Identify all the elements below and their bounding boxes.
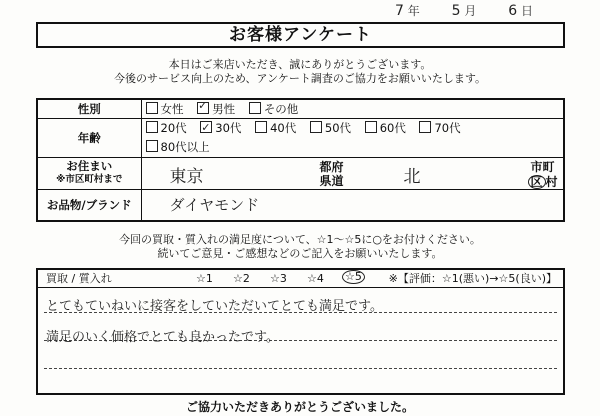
option-label: 50代 bbox=[324, 120, 352, 135]
option-label: 80代以上 bbox=[160, 139, 210, 154]
prefecture-suffix-top: 都府 bbox=[319, 160, 344, 174]
rating-scale-note: ※【評価：☆1(悪い)→☆5(良い)】 bbox=[388, 272, 557, 285]
gender-label: 性別 bbox=[37, 99, 141, 118]
option-label: 60代 bbox=[379, 120, 406, 135]
checkbox[interactable] bbox=[146, 102, 158, 114]
satisfaction-header bbox=[38, 270, 563, 288]
address-sublabel: ※市区町村まで bbox=[56, 174, 123, 185]
city-suffix-bottom: 区 村 bbox=[528, 175, 558, 189]
option-label: 男性 bbox=[212, 101, 236, 116]
age-option-80s-plus[interactable] bbox=[146, 138, 210, 157]
age-option-50s[interactable] bbox=[310, 119, 351, 138]
address-fields bbox=[141, 157, 564, 189]
option-label: 70代 bbox=[434, 120, 461, 135]
address-label-cell bbox=[37, 157, 141, 189]
rating-4[interactable]: ☆4 bbox=[307, 272, 324, 285]
date-line bbox=[395, 2, 575, 19]
checkbox[interactable] bbox=[310, 121, 322, 133]
age-options bbox=[141, 118, 564, 157]
option-label: 30代 bbox=[215, 120, 242, 135]
rating-2[interactable]: ☆2 bbox=[233, 272, 250, 285]
city-value[interactable]: 北 bbox=[403, 167, 421, 187]
address-label: お住まい bbox=[66, 159, 113, 173]
gender-option-female[interactable] bbox=[146, 101, 184, 117]
item-label: お品物/ブランド bbox=[37, 189, 141, 221]
selected-suffix-circle: 区 bbox=[528, 175, 546, 189]
age-label: 年齢 bbox=[37, 118, 141, 157]
checkbox[interactable] bbox=[146, 121, 158, 133]
prefecture-value[interactable]: 東京 bbox=[169, 167, 204, 187]
rating-3[interactable]: ☆3 bbox=[270, 272, 287, 285]
intro-line-1: 本日はご来店いただき、誠にありがとうございます。 bbox=[168, 58, 432, 71]
comment-line-2[interactable]: 満足のいく価格でとても良かったです。 bbox=[46, 330, 279, 345]
customer-info-table bbox=[36, 98, 565, 222]
month-unit: 月 bbox=[464, 4, 477, 18]
option-label: 20代 bbox=[160, 120, 187, 135]
writing-line bbox=[44, 368, 557, 369]
age-option-60s[interactable] bbox=[365, 119, 406, 138]
city-suffix bbox=[528, 161, 558, 189]
satisfaction-intro-line-2: 続いてご意見・ご感想などのご記入をお願いいたします。 bbox=[157, 247, 443, 260]
item-value[interactable]: ダイヤモンド bbox=[169, 196, 260, 215]
age-option-20s[interactable] bbox=[146, 119, 187, 138]
gender-option-male[interactable] bbox=[197, 101, 235, 117]
gender-option-other[interactable] bbox=[249, 101, 299, 117]
item-field bbox=[141, 189, 564, 221]
year-unit: 年 bbox=[407, 4, 420, 18]
age-option-40s[interactable] bbox=[255, 119, 296, 138]
checkbox-checked[interactable] bbox=[197, 102, 209, 114]
intro-line-2: 今後のサービス向上のため、アンケート調査のご協力をお願いいたします。 bbox=[113, 72, 487, 85]
rating-5-selected[interactable]: ☆5 bbox=[342, 270, 365, 284]
year-value: 7 bbox=[395, 3, 404, 19]
prefecture-suffix bbox=[320, 161, 344, 187]
checkbox[interactable] bbox=[419, 121, 431, 133]
age-option-70s[interactable] bbox=[419, 119, 460, 138]
city-suffix-top: 市町 bbox=[530, 160, 555, 174]
satisfaction-box bbox=[36, 268, 565, 395]
checkbox[interactable] bbox=[146, 140, 158, 152]
day-value: 6 bbox=[508, 3, 518, 19]
gender-options bbox=[141, 99, 564, 118]
checkbox[interactable] bbox=[249, 102, 261, 114]
thank-you-footer: ご協力いただきありがとうございました。 bbox=[185, 400, 414, 414]
checkbox-checked[interactable] bbox=[200, 121, 212, 133]
day-unit: 日 bbox=[520, 4, 533, 18]
satisfaction-intro-line-1: 今回の買取・質入れの満足度について、☆1～☆5に○をお付けください。 bbox=[119, 233, 481, 246]
option-label: その他 bbox=[263, 101, 299, 116]
month-value: 5 bbox=[451, 3, 461, 19]
option-label: 40代 bbox=[270, 120, 297, 135]
checkbox[interactable] bbox=[365, 121, 377, 133]
transaction-type: 買取 / 質入れ bbox=[46, 272, 112, 285]
comment-line-1[interactable]: とてもていねいに接客をしていただいてとても満足です。 bbox=[46, 299, 383, 314]
rating-1[interactable]: ☆1 bbox=[196, 272, 213, 285]
checkbox[interactable] bbox=[255, 121, 267, 133]
option-label: 女性 bbox=[160, 101, 184, 116]
prefecture-suffix-bottom: 県道 bbox=[319, 174, 344, 188]
age-option-30s[interactable] bbox=[200, 119, 241, 138]
survey-title: お客様アンケート bbox=[36, 22, 565, 48]
